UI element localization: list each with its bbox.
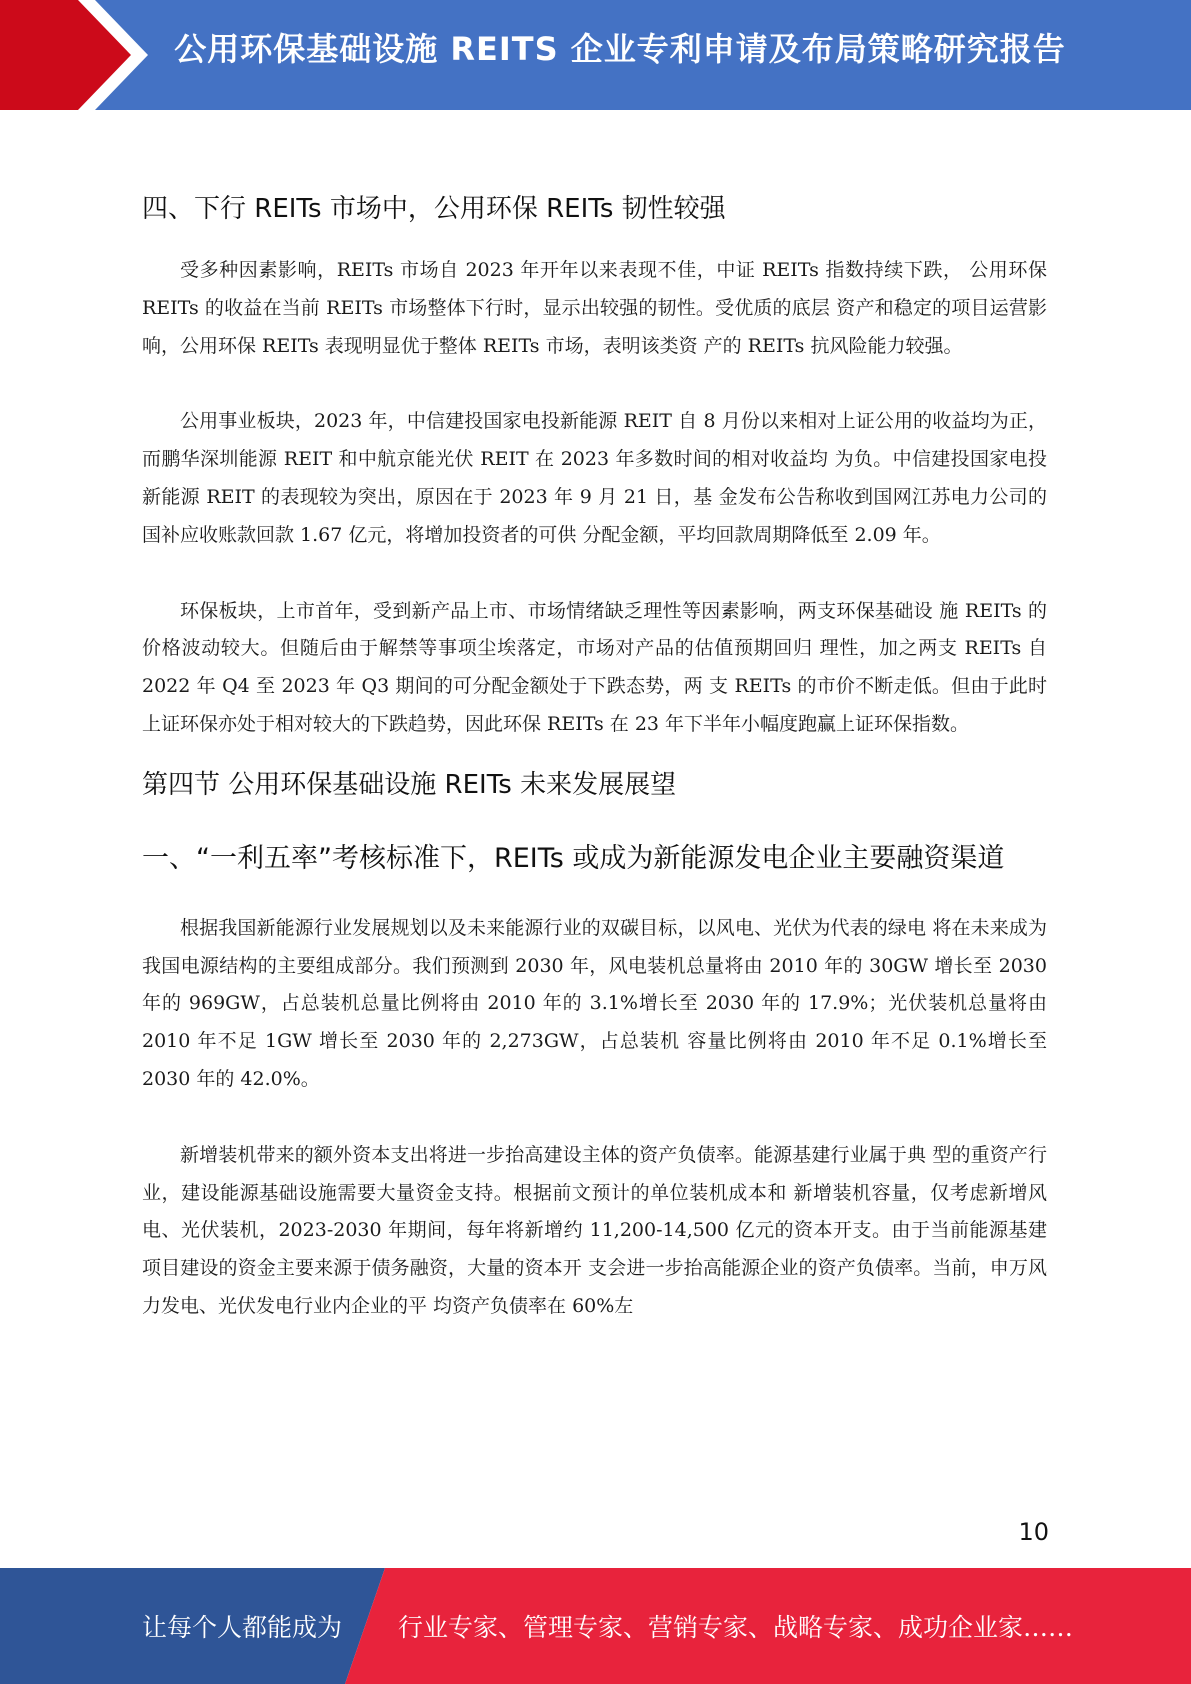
paragraph: 新增装机带来的额外资本支出将进一步抬高建设主体的资产负债率。能源基建行业属于典 型的重资产行业，建设能源基础设施需要大量资金支持。根据前文预计的单位装机成本和 新增装机容量，仅考虑新增风电、光伏装机，2023-2030 年期间，每年将新增约 11,200-14,500 亿元的资本开支。由于当前能源基建项目建设的资金主要来源于债务融资，大量的资本开 支会进一步抬高能源企业的资产负债率。当前，申万风力发电、光伏发电行业内企业的平 均资产负债率在 60%左: [142, 1143, 1047, 1317]
section-heading-reits-resilience: 四、下行 REITs 市场中，公用环保 REITs 韧性较强: [142, 194, 726, 224]
main-content: [142, 190, 1047, 1326]
paragraph: 根据我国新能源行业发展规划以及未来能源行业的双碳目标，以风电、光伏为代表的绿电 将在未来成为我国电源结构的主要组成部分。我们预测到 2030 年，风电装机总量将由 2010 年的 30GW 增长至 2030 年的 969GW，占总装机总量比例将由 2010 年的 3.1%增长至 2030 年的 17.9%；光伏装机总量将由 2010 年不足 1GW 增长至 2030 年的 2,273GW，占总装机 容量比例将由 2010 年不足 0.1%增长至 2030 年的 42.0%。: [142, 916, 1047, 1090]
footer-slogan-left: 让每个人都能成为: [142, 1613, 343, 1642]
header-arrow-decoration: [0, 0, 170, 110]
footer-slogan-right: 行业专家、管理专家、营销专家、战略专家、成功企业家……: [398, 1613, 1074, 1642]
document-title: 公用环保基础设施 REITS 企业专利申请及布局策略研究报告: [174, 30, 1066, 68]
header-band: [0, 0, 1191, 110]
paragraph: 公用事业板块，2023 年，中信建投国家电投新能源 REIT 自 8 月份以来相对上证公用的收益均为正，而鹏华深圳能源 REIT 和中航京能光伏 REIT 在 2023 年多数时间的相对收益均 为负。中信建投国家电投新能源 REIT 的表现较为突出，原因在于 2023 年 9 月 21 日，基 金发布公告称收到国网江苏电力公司的国补应收账款回款 1.67 亿元，将增加投资者的可供 分配金额，平均回款周期降低至 2.09 年。: [142, 410, 1047, 546]
paragraph: 环保板块，上市首年，受到新产品上市、市场情绪缺乏理性等因素影响，两支环保基础设 施 REITs 的价格波动较大。但随后由于解禁等事项尘埃落定，市场对产品的估值预期回归 理性，加之两支 REITs 自 2022 年 Q4 至 2023 年 Q3 期间的可分配金额处于下跌态势，两 支 REITs 的市价不断走低。但由于此时上证环保亦处于相对较大的下跌趋势，因此环保 REITs 在 23 年下半年小幅度跑赢上证环保指数。: [142, 599, 1047, 735]
paragraph: 受多种因素影响，REITs 市场自 2023 年开年以来表现不佳，中证 REITs 指数持续下跌， 公用环保 REITs 的收益在当前 REITs 市场整体下行时，显示出较强的韧性。受优质的底层 资产和稳定的项目运营影响，公用环保 REITs 表现明显优于整体 REITs 市场，表明该类资 产的 REITs 抗风险能力较强。: [142, 259, 1047, 357]
chapter-heading: 第四节 公用环保基础设施 REITs 未来发展展望: [142, 769, 677, 800]
footer-band: [0, 1568, 1191, 1684]
page-number: 10: [1018, 1518, 1049, 1546]
section-heading-financing: 一、“一利五率”考核标准下，REITs 或成为新能源发电企业主要融资渠道: [142, 842, 1005, 874]
